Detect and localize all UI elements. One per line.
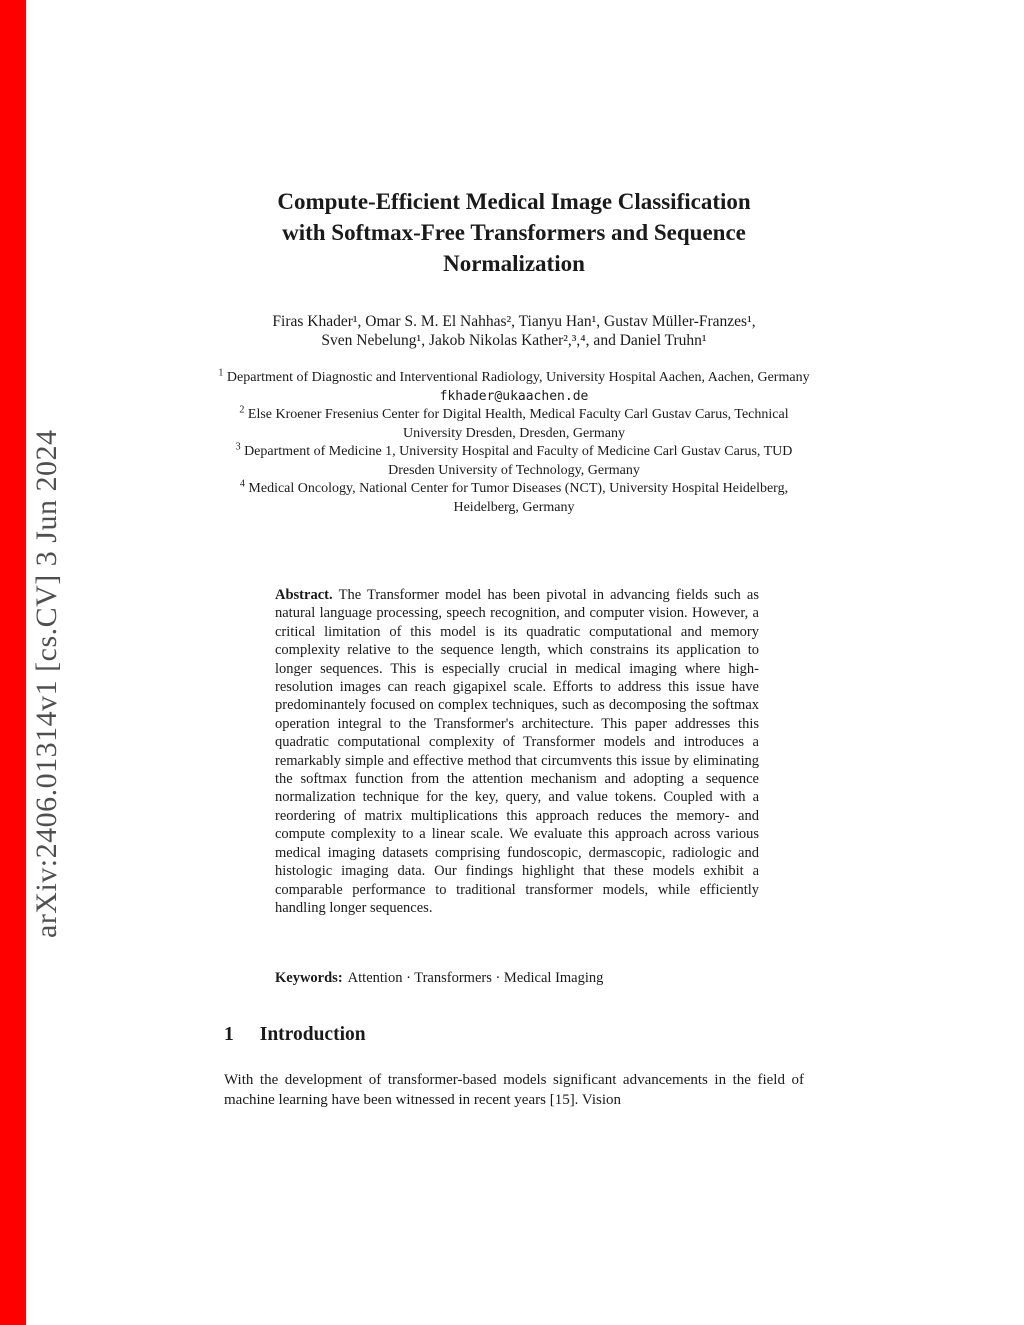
affiliation-marker: 4 [239, 478, 245, 490]
abstract-block [275, 586, 759, 917]
author-line: Firas Khader¹, Omar S. M. El Nahhas², Tianyu Han¹, Gustav Müller-Franzes¹, [272, 313, 756, 330]
affiliation-2 [212, 406, 816, 443]
paper-title [222, 186, 806, 279]
arxiv-watermark: arXiv:2406.01314v1 [cs.CV] 3 Jun 2024 [30, 429, 63, 938]
affiliation-text: Else Kroener Fresenius Center for Digital Health, Medical Faculty Carl Gustav Carus, Technical University Dresden, Dresden, Germany [247, 407, 789, 441]
author-line: Sven Nebelung¹, Jakob Nikolas Kather²,³,⁴, and Daniel Truhn¹ [321, 332, 707, 349]
affiliation-marker: 2 [239, 404, 245, 416]
keywords-label: Keywords: [275, 970, 343, 986]
section-number: 1 [224, 1024, 234, 1045]
paper-title-line: Compute-Efficient Medical Image Classification [277, 189, 751, 214]
affiliation-4 [212, 480, 816, 517]
affiliation-text: Medical Oncology, National Center for Tumor Diseases (NCT), University Hospital Heidelberg, Heidelberg, Germany [248, 481, 789, 515]
abstract-label: Abstract. [275, 587, 333, 603]
affiliation-marker: 3 [235, 441, 241, 453]
paper-title-line: with Softmax-Free Transformers and Sequence [282, 220, 746, 245]
affiliation-marker: 1 [218, 367, 224, 379]
section-title: Introduction [259, 1024, 366, 1045]
section-heading-introduction [224, 1024, 366, 1046]
author-list [212, 312, 816, 350]
affiliation-3 [212, 443, 816, 480]
paper-title-line: Normalization [443, 251, 585, 276]
intro-paragraph: With the development of transformer-based models significant advancements in the field of machine learning have been witnessed in recent years [15]. Vision [224, 1072, 804, 1108]
keywords-text: Attention · Transformers · Medical Imaging [347, 970, 604, 986]
arxiv-red-edge-bar [0, 0, 26, 1325]
affiliation-list [212, 369, 816, 517]
affiliation-text: Department of Diagnostic and Interventional Radiology, University Hospital Aachen, Aachen, Germany [226, 370, 810, 385]
keywords-block [275, 970, 759, 987]
abstract-text: The Transformer model has been pivotal in advancing fields such as natural language processing, speech recognition, and computer vision. However, a critical limitation of this model is its quadratic computational and memory complexity relative to the sequence length, which constrains its application to longer sequences. This is especially crucial in medical imaging where high-resolution images can reach gigapixel scale. Efforts to address this issue have predominantely focused on complex techniques, such as decomposing the softmax operation integral to the Transformer's architecture. This paper addresses this quadratic computational complexity of Transformer models and introduces a remarkably simple and effective method that circumvents this issue by eliminating the softmax function from the attention mechanism and adopting a sequence normalization technique for the key, query, and value tokens. Coupled with a reordering of matrix multiplications this approach reduces the memory- and compute complexity to a linear scale. We evaluate this approach across various medical imaging datasets comprising fundoscopic, dermascopic, radiologic and histologic imaging data. Our findings highlight that these models exhibit a comparable performance to traditional transformer models, while efficiently handling longer sequences. [275, 587, 759, 916]
affiliation-text: Department of Medicine 1, University Hospital and Faculty of Medicine Carl Gustav Carus, TUD Dresden University of Technology, Germany [244, 444, 793, 478]
affiliation-1 [212, 369, 816, 406]
contact-email: fkhader@ukaachen.de [439, 388, 589, 404]
